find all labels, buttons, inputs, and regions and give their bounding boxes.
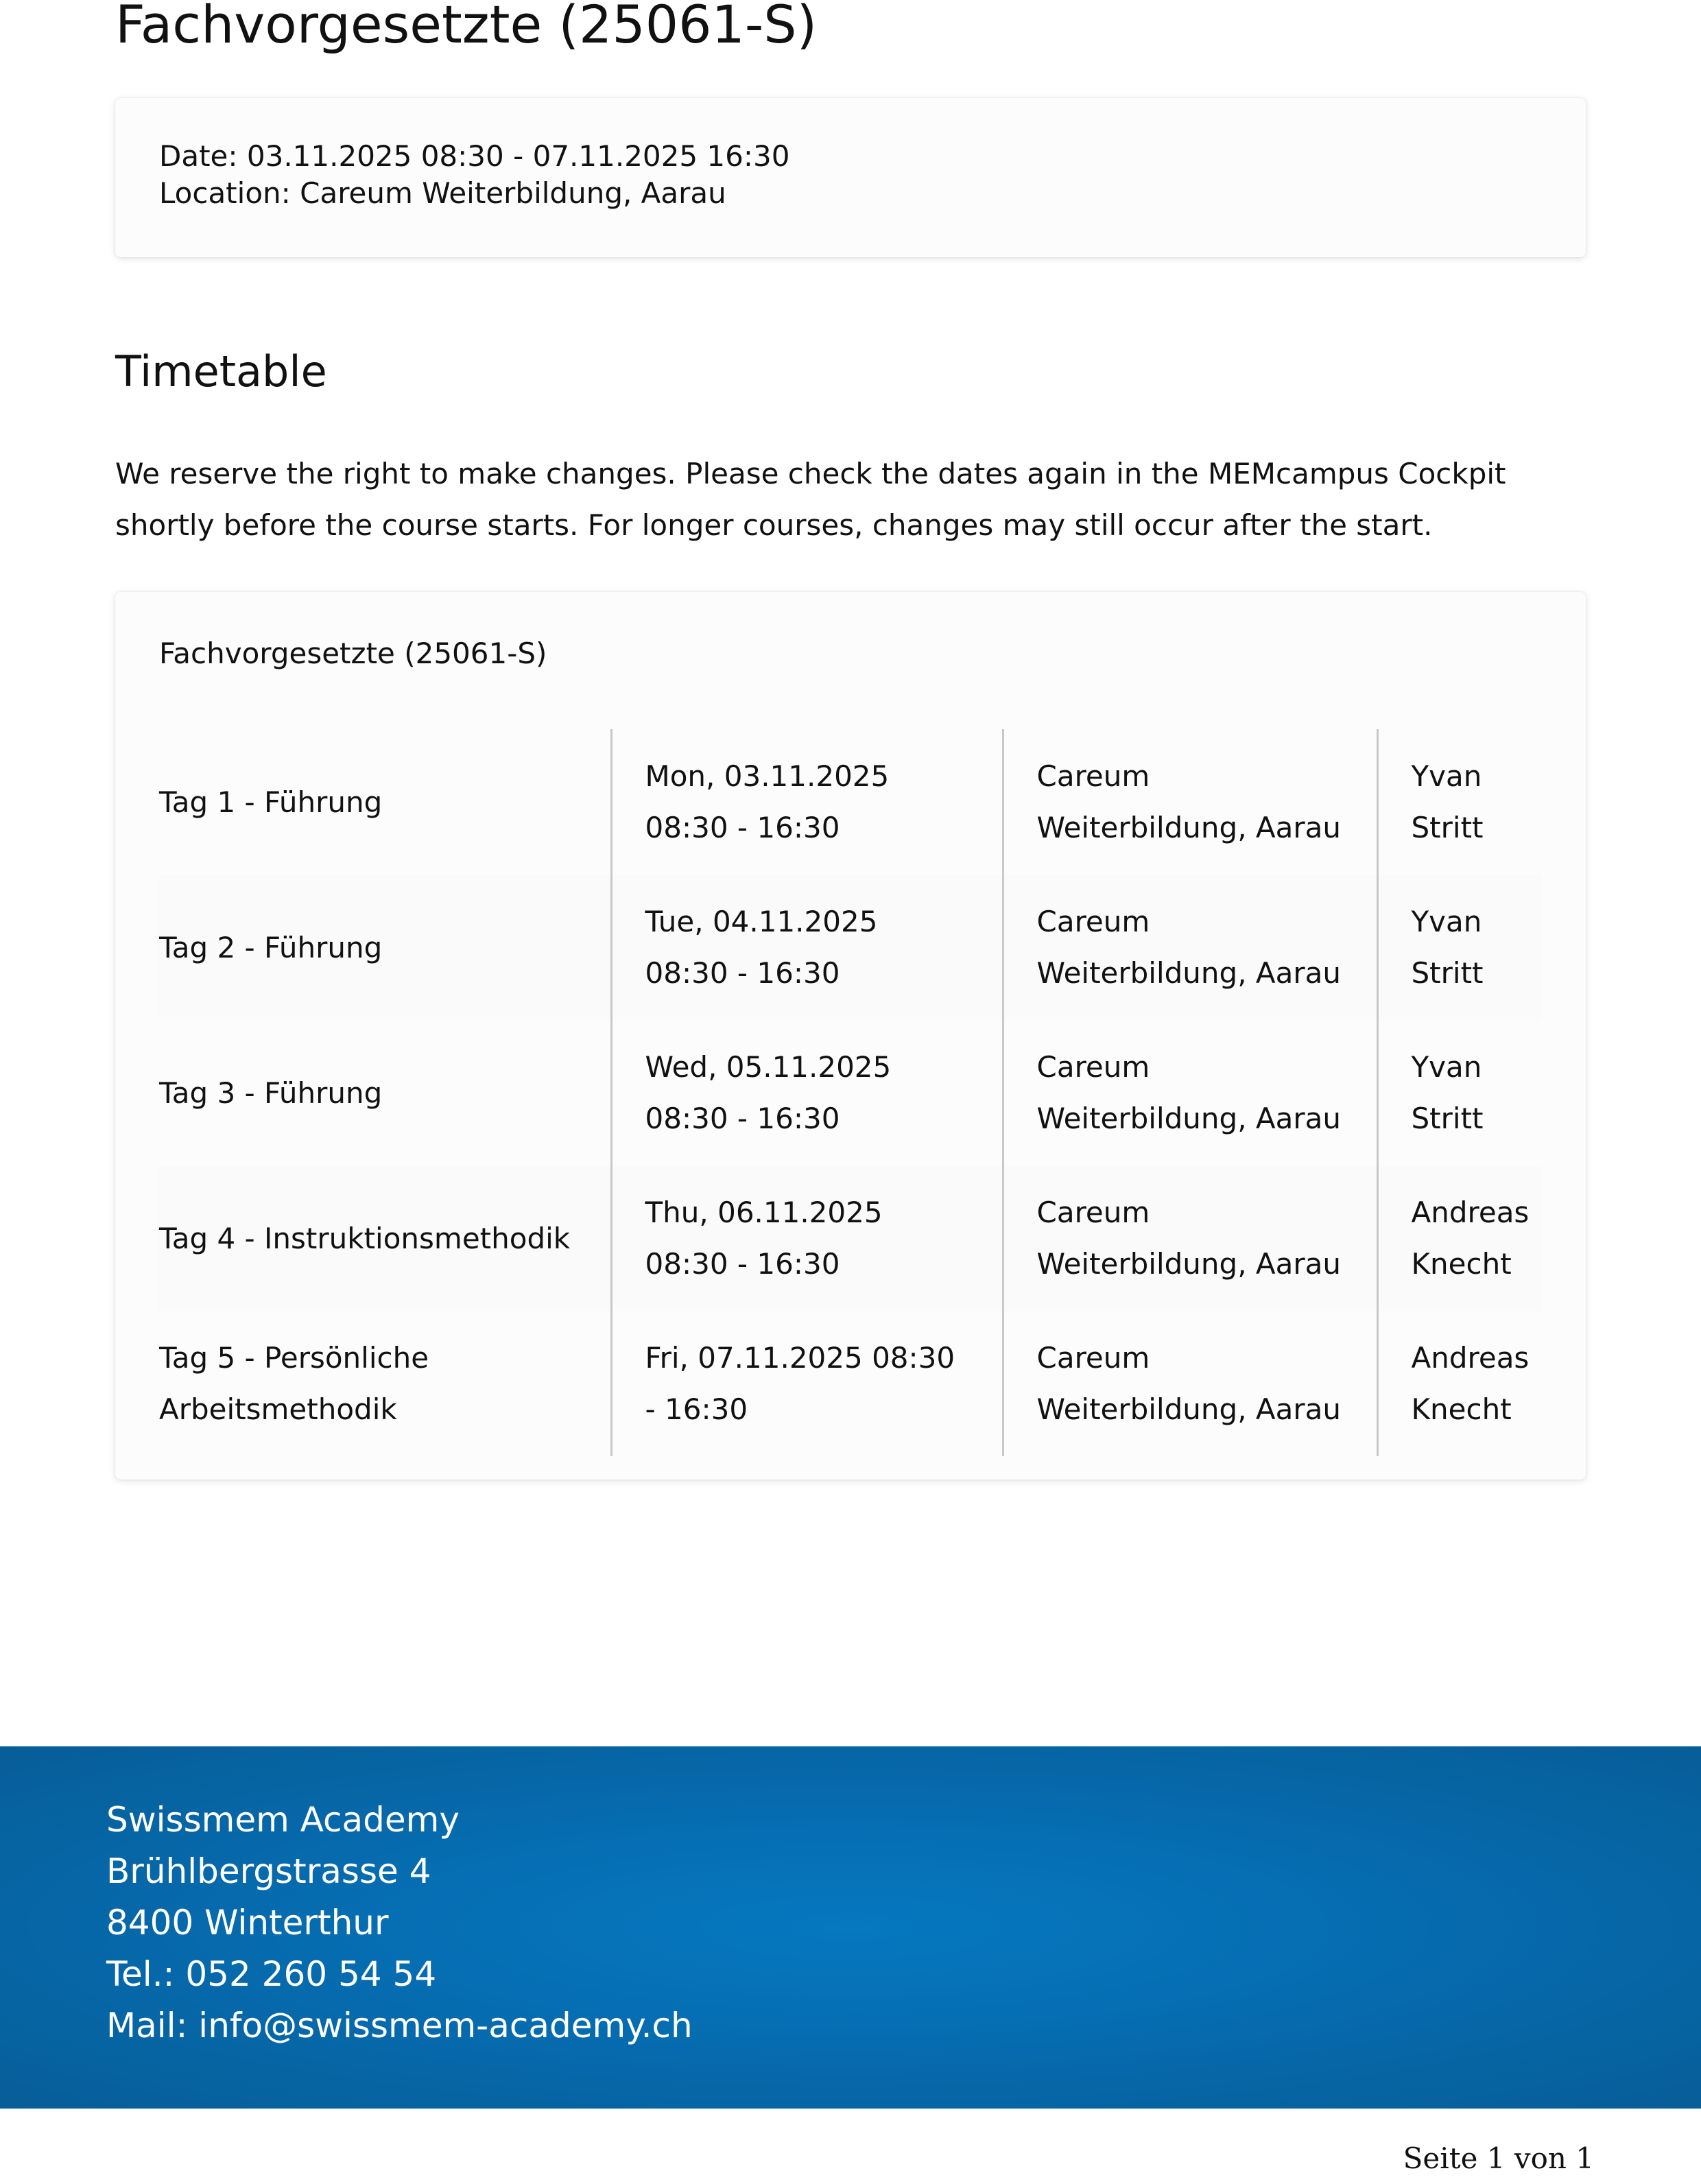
- table-row: [159, 875, 1542, 1020]
- timetable-heading: Timetable: [115, 346, 327, 396]
- footer-street: Brühlbergstrasse 4: [106, 1851, 431, 1891]
- timetable-notice: We reserve the right to make changes. Please check the dates again in the MEMcampus Cockpit shortly before the course starts. For longer courses, changes may still occur after the start.: [115, 457, 1506, 542]
- session-location: Careum Weiterbildung, Aarau: [1003, 1165, 1377, 1311]
- session-name: Tag 5 - Persönliche Arbeitsmethodik: [159, 1311, 611, 1456]
- session-datetime: Thu, 06.11.2025 08:30 - 16:30: [611, 1165, 1003, 1311]
- timetable-card-title: Fachvorgesetzte (25061-S): [159, 637, 547, 670]
- page-number: Seite 1 von 1: [1403, 2141, 1594, 2175]
- footer-phone: Tel.: 052 260 54 54: [106, 1954, 437, 1994]
- session-datetime: Mon, 03.11.2025 08:30 - 16:30: [611, 729, 1003, 875]
- timetable-table: [159, 729, 1542, 1456]
- course-location: Location: Careum Weiterbildung, Aarau: [159, 176, 726, 210]
- session-trainer: Yvan Stritt: [1411, 759, 1484, 844]
- session-location: Careum Weiterbildung, Aarau: [1003, 1311, 1377, 1456]
- session-trainer: Andreas Knecht: [1377, 1165, 1542, 1311]
- session-datetime: Tue, 04.11.2025 08:30 - 16:30: [611, 875, 1003, 1020]
- page-title: Fachvorgesetzte (25061-S): [115, 0, 818, 55]
- timetable-card: [115, 592, 1586, 1480]
- course-info-card: [115, 98, 1586, 257]
- session-trainer: Andreas Knecht: [1411, 1341, 1530, 1426]
- session-location: Careum Weiterbildung, Aarau: [1003, 875, 1377, 1020]
- table-row: [159, 1020, 1542, 1165]
- table-row: [159, 729, 1542, 875]
- session-name: Tag 4 - Instruktionsmethodik: [159, 1165, 611, 1311]
- table-row: [159, 1311, 1542, 1456]
- session-location: Careum Weiterbildung, Aarau: [1003, 1020, 1377, 1165]
- table-row: [159, 1165, 1542, 1311]
- session-trainer: Yvan Stritt: [1411, 1050, 1484, 1135]
- session-datetime: Fri, 07.11.2025 08:30 - 16:30: [611, 1311, 1003, 1456]
- session-name: Tag 2 - Führung: [159, 875, 611, 1020]
- session-name: Tag 3 - Führung: [159, 1020, 611, 1165]
- session-name: Tag 1 - Führung: [159, 729, 611, 875]
- footer-organization: Swissmem Academy: [106, 1800, 460, 1840]
- footer-email: Mail: info@swissmem-academy.ch: [106, 2006, 693, 2045]
- session-datetime: Wed, 05.11.2025 08:30 - 16:30: [611, 1020, 1003, 1165]
- footer: [0, 1746, 1701, 2109]
- course-date: Date: 03.11.2025 08:30 - 07.11.2025 16:30: [159, 139, 790, 173]
- footer-city: 8400 Winterthur: [106, 1903, 389, 1943]
- session-location: Careum Weiterbildung, Aarau: [1003, 729, 1377, 875]
- session-trainer: Yvan Stritt: [1377, 875, 1542, 1020]
